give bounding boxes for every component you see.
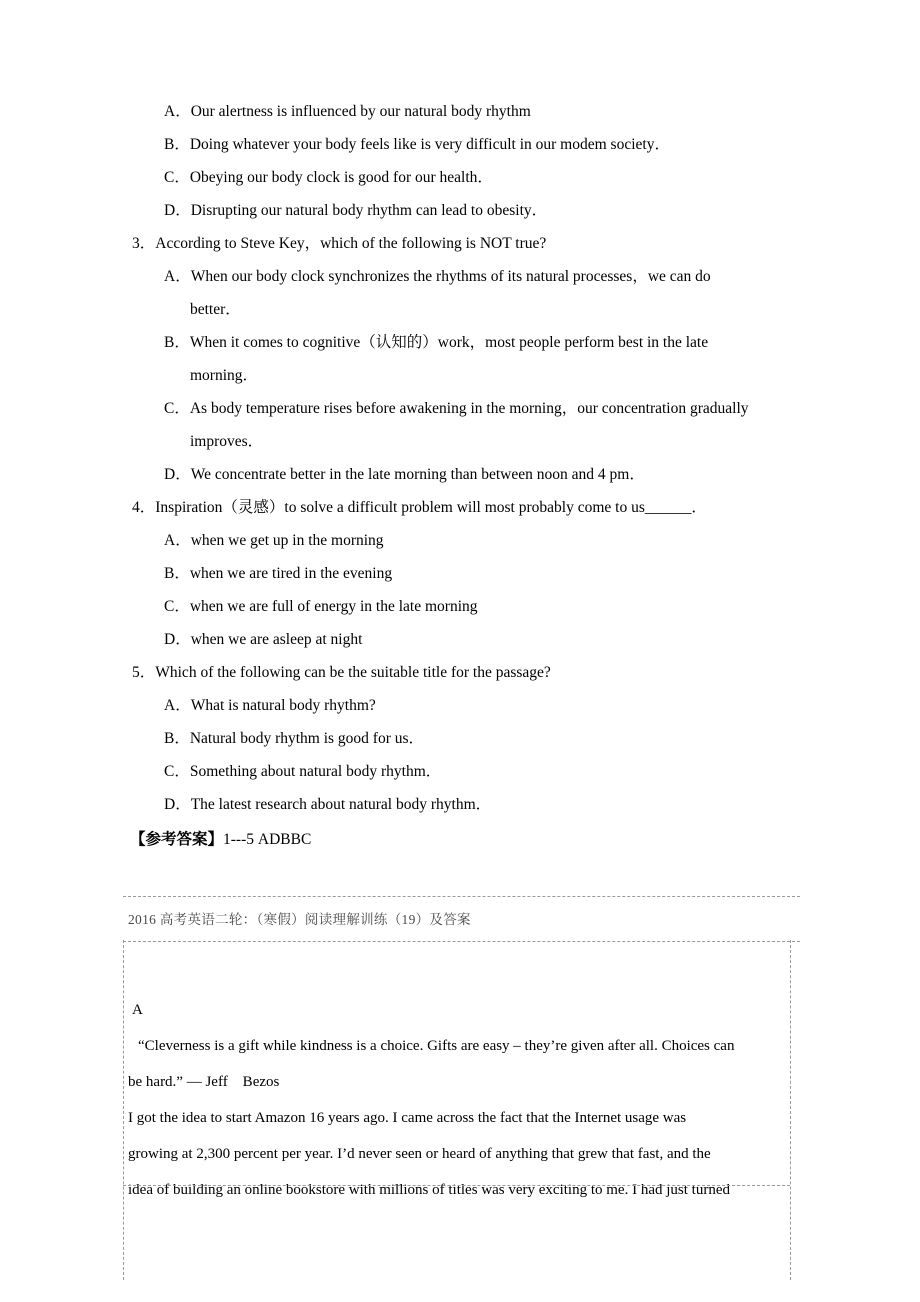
passage-label: A: [132, 1002, 143, 1018]
question-5: [128, 656, 795, 821]
option-item: A．What is natural body rhythm?: [164, 697, 376, 714]
divider-line-bottom: [123, 941, 800, 942]
answer-key: [130, 823, 795, 856]
option-line-1: C．As body temperature rises before awakening in the morning，our concentration gradually: [164, 400, 749, 417]
option-item: B．Natural body rhythm is good for us．: [164, 730, 425, 747]
option-item: B．when we are tired in the evening: [164, 565, 393, 582]
passage-line: be hard.” — Jeff Bezos: [128, 1074, 280, 1090]
option-item: D．when we are asleep at night: [164, 631, 363, 648]
passage-line: idea of building an online bookstore with millions of titles was very exciting to me. I had just turned: [128, 1182, 730, 1198]
question-stem: 3．According to Steve Key，which of the following is NOT true?: [132, 235, 547, 252]
option-line-1: B．When it comes to cognitive（认知的）work，most people perform best in the late: [164, 334, 709, 351]
question-stem: 5．Which of the following can be the suitable title for the passage?: [132, 664, 551, 681]
option-item: D．We concentrate better in the late morning than between noon and 4 pm．: [164, 466, 645, 483]
section-header: [128, 896, 795, 942]
passage-line: growing at 2,300 percent per year. I’d never seen or heard of anything that grew that fast, and the: [128, 1146, 711, 1162]
answer-key-value: 1---5 ADBBC: [223, 831, 312, 848]
option-line-2: morning．: [190, 367, 259, 384]
passage-line: “Cleverness is a gift while kindness is a choice. Gifts are easy – they’re given after all. Choices can: [138, 1038, 735, 1054]
answer-key-label: 【参考答案】: [130, 831, 224, 848]
option-line-1: A．When our body clock synchronizes the rhythms of its natural processes，we can do: [164, 268, 711, 285]
section-title: 2016 高考英语二轮：（寒假）阅读理解训练（19）及答案: [128, 912, 471, 927]
option-item: A．Our alertness is influenced by our natural body rhythm: [164, 103, 531, 120]
passage-block: [128, 992, 795, 1208]
option-item: [164, 392, 795, 458]
question-4: [128, 491, 795, 656]
divider-line-bottom-edge: [123, 1185, 790, 1186]
question-3: [128, 227, 795, 491]
divider-line-right: [790, 940, 791, 1280]
option-line-2: improves．: [190, 433, 264, 450]
option-item: [164, 260, 795, 326]
question-stem: 4．Inspiration（灵感）to solve a difficult problem will most probably come to us______．: [132, 499, 707, 516]
option-item: C．Obeying our body clock is good for our health．: [164, 169, 493, 186]
option-item: D．The latest research about natural body rhythm．: [164, 796, 492, 813]
option-item: D．Disrupting our natural body rhythm can lead to obesity．: [164, 202, 548, 219]
option-item: B．Doing whatever your body feels like is very difficult in our modem society．: [164, 136, 670, 153]
passage-line: I got the idea to start Amazon 16 years ago. I came across the fact that the Internet usage was: [128, 1110, 687, 1126]
option-item: A．when we get up in the morning: [164, 532, 384, 549]
question-1-2-options: [128, 95, 795, 227]
option-item: C．when we are full of energy in the late morning: [164, 598, 478, 615]
option-item: [164, 326, 795, 392]
divider-line-left: [123, 940, 124, 1280]
option-item: C．Something about natural body rhythm．: [164, 763, 442, 780]
option-line-2: better．: [190, 301, 241, 318]
